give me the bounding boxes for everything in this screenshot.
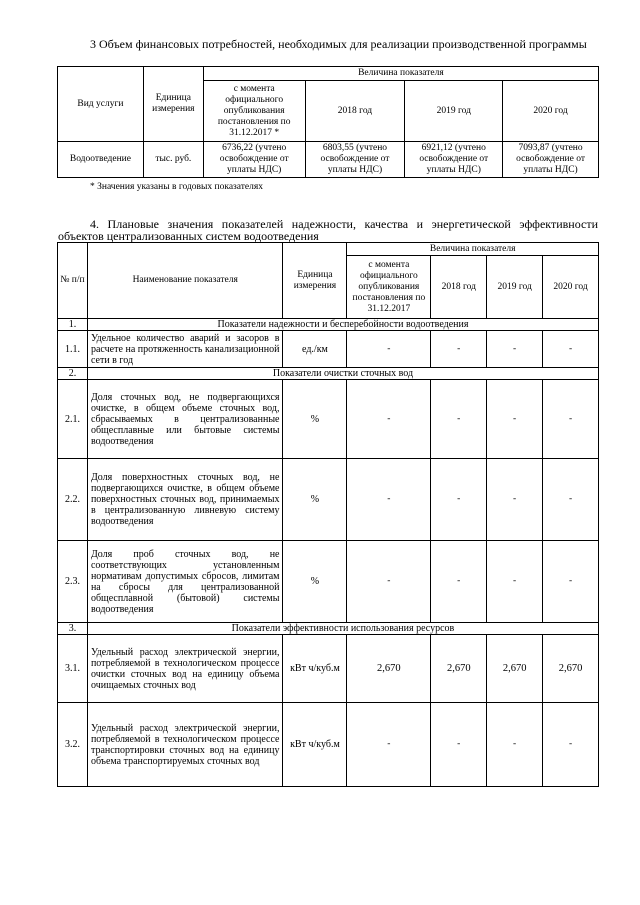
- group-num: 3.: [58, 623, 88, 635]
- row-since: -: [347, 459, 431, 541]
- cell-service: Водоотведение: [58, 142, 144, 178]
- header-since: с момента официального опубликования постановления по 31.12.2017 *: [203, 81, 305, 142]
- cell-2018: 6803,55 (учтено освобождение от уплаты НДС): [305, 142, 405, 178]
- header-since: с момента официального опубликования постановления по 31.12.2017: [347, 256, 431, 319]
- row-2019: -: [487, 541, 543, 623]
- row-name: Доля поверхностных сточных вод, не подвергающихся очистке, в общем объеме поверхностных сточных вод, принимаемых в централизованную ливневую систему водоотведения: [87, 459, 283, 541]
- financial-needs-table: [57, 66, 599, 178]
- row-num: 2.1.: [58, 380, 88, 459]
- group-title: Показатели очистки сточных вод: [87, 368, 598, 380]
- row-2019: 2,670: [487, 635, 543, 703]
- row-num: 3.1.: [58, 635, 88, 703]
- row-since: -: [347, 541, 431, 623]
- header-2018: 2018 год: [431, 256, 487, 319]
- header-num: № п/п: [58, 243, 88, 319]
- row-name: Удельный расход электрической энергии, потребляемой в технологическом процессе транспортировки сточных вод на единицу объема транспортируемых сточных вод: [87, 703, 283, 787]
- section3-heading: 3 Объем финансовых потребностей, необходимых для реализации производственной программы: [90, 37, 587, 51]
- header-value-group: Величина показателя: [347, 243, 599, 256]
- row-2018: -: [431, 541, 487, 623]
- table-row: [58, 459, 599, 541]
- table-footnote: * Значения указаны в годовых показателях: [90, 182, 264, 192]
- header-2019: 2019 год: [487, 256, 543, 319]
- row-2020: 2,670: [543, 635, 599, 703]
- row-num: 2.2.: [58, 459, 88, 541]
- row-num: 1.1.: [58, 331, 88, 368]
- section4-heading: 4. Плановые значения показателей надежности, качества и энергетической эффективности объектов централизованных систем водоотведения: [58, 217, 598, 243]
- row-name: Удельный расход электрической энергии, потребляемой в технологическом процессе очистки сточных вод на единицу объема очищаемых сточных вод: [87, 635, 283, 703]
- table-row: [58, 541, 599, 623]
- table-row: [58, 635, 599, 703]
- row-name: Удельное количество аварий и засоров в расчете на протяженность канализационной сети в год: [87, 331, 283, 368]
- header-2019: 2019 год: [405, 81, 503, 142]
- header-2020: 2020 год: [543, 256, 599, 319]
- header-2018: 2018 год: [305, 81, 405, 142]
- row-unit: %: [283, 541, 347, 623]
- group-num: 1.: [58, 319, 88, 331]
- row-unit: %: [283, 380, 347, 459]
- row-num: 3.2.: [58, 703, 88, 787]
- row-2018: -: [431, 331, 487, 368]
- header-value-group: Величина показателя: [203, 67, 598, 81]
- row-unit: %: [283, 459, 347, 541]
- row-since: -: [347, 331, 431, 368]
- group-title: Показатели надежности и бесперебойности водоотведения: [87, 319, 598, 331]
- row-2019: -: [487, 703, 543, 787]
- row-num: 2.3.: [58, 541, 88, 623]
- table-row: [58, 703, 599, 787]
- header-unit: Единица измерения: [283, 243, 347, 319]
- row-2018: -: [431, 459, 487, 541]
- row-2019: -: [487, 459, 543, 541]
- table-row: [58, 331, 599, 368]
- row-since: 2,670: [347, 635, 431, 703]
- indicators-table: [57, 242, 599, 787]
- row-since: -: [347, 380, 431, 459]
- row-unit: кВт ч/куб.м: [283, 635, 347, 703]
- row-2019: -: [487, 331, 543, 368]
- row-2018: -: [431, 703, 487, 787]
- cell-unit: тыс. руб.: [143, 142, 203, 178]
- cell-since: 6736,22 (учтено освобождение от уплаты НДС): [203, 142, 305, 178]
- row-2020: -: [543, 703, 599, 787]
- header-2020: 2020 год: [503, 81, 599, 142]
- header-name: Наименование показателя: [87, 243, 283, 319]
- row-2019: -: [487, 380, 543, 459]
- cell-2020: 7093,87 (учтено освобождение от уплаты НДС): [503, 142, 599, 178]
- row-2020: -: [543, 331, 599, 368]
- row-since: -: [347, 703, 431, 787]
- cell-2019: 6921,12 (учтено освобождение от уплаты НДС): [405, 142, 503, 178]
- row-2020: -: [543, 380, 599, 459]
- group-title: Показатели эффективности использования ресурсов: [87, 623, 598, 635]
- row-name: Доля проб сточных вод, не соответствующих установленным нормативам допустимых сбросов, лимитам на сбросы для централизованной общесплавной (бытовой) системы водоотведения: [87, 541, 283, 623]
- group-num: 2.: [58, 368, 88, 380]
- row-2020: -: [543, 459, 599, 541]
- row-unit: ед./км: [283, 331, 347, 368]
- header-service: Вид услуги: [58, 67, 144, 142]
- header-unit: Единица измерения: [143, 67, 203, 142]
- row-2018: -: [431, 380, 487, 459]
- row-unit: кВт ч/куб.м: [283, 703, 347, 787]
- table-row: [58, 380, 599, 459]
- row-2020: -: [543, 541, 599, 623]
- row-name: Доля сточных вод, не подвергающихся очистке, в общем объеме сточных вод, сбрасываемых в централизованные общесплавные или бытовые системы водоотведения: [87, 380, 283, 459]
- row-2018: 2,670: [431, 635, 487, 703]
